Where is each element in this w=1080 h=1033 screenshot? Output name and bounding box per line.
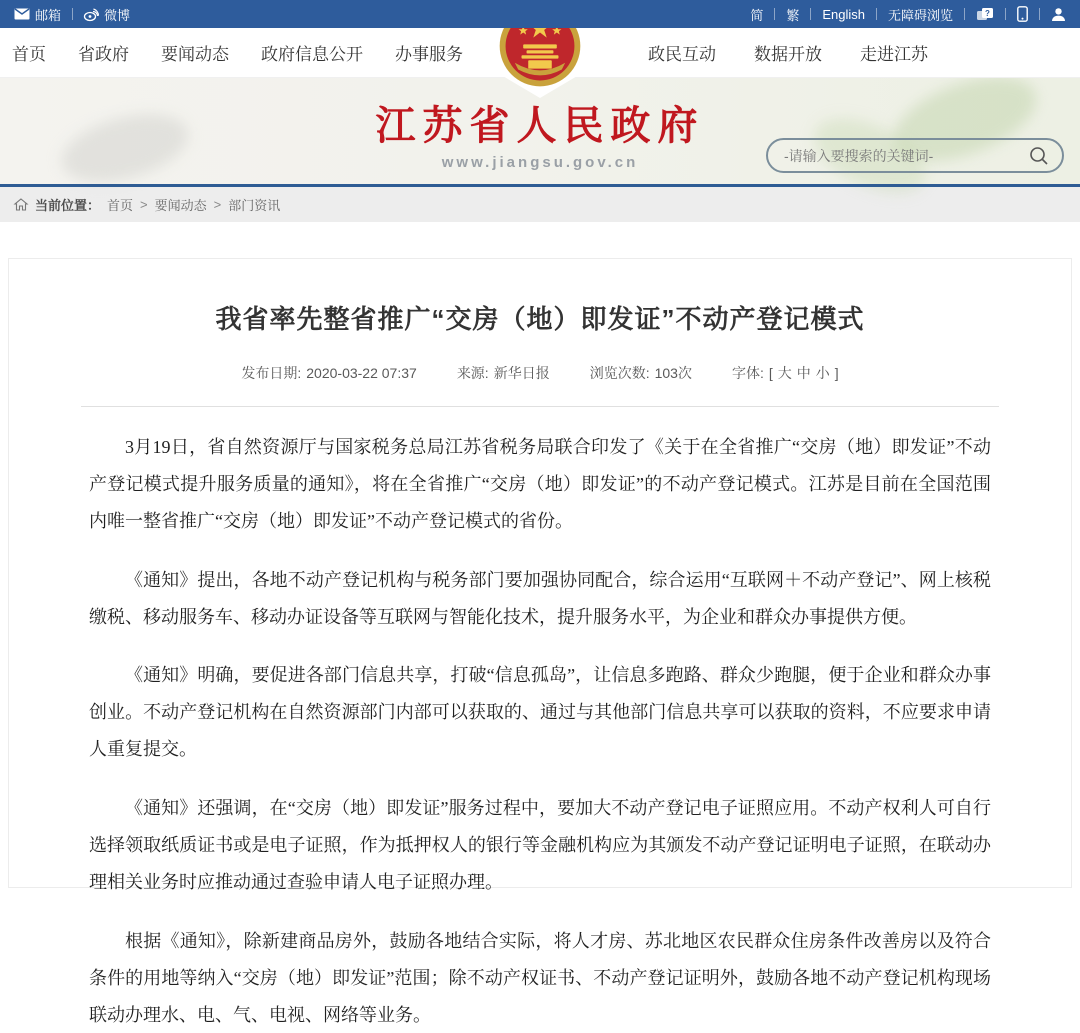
article-title: 我省率先整省推广“交房（地）即发证”不动产登记模式 bbox=[215, 304, 865, 334]
nav-item-about-jiangsu[interactable]: 走进江苏 bbox=[860, 45, 928, 64]
breadcrumb bbox=[0, 187, 1080, 222]
accessibility-link[interactable]: 无障碍浏览 bbox=[887, 7, 953, 23]
nav-left-group bbox=[12, 40, 463, 65]
font-size-bracket: [ bbox=[768, 365, 773, 381]
article-paragraph: 根据《通知》，除新建商品房外，鼓励各地结合实际，将人才房、苏北地区农民群众住房条件改善房以及符合条件的用地等纳入“交房（地）即发证”范围；除不动产权证书、不动产登记证明外，鼓励各地不动产登记机构现场联动办理水、电、气、电视、网络等业务。 bbox=[89, 930, 991, 1025]
article-paragraph: 3月19日，省自然资源厅与国家税务总局江苏省税务局联合印发了《关于在全省推广“交房（地）即发证”不动产登记模式提升服务质量的通知》，将在全省推广“交房（地）即发证”的不动产登记模式。江苏是目前在全国范围内唯一整省推广“交房（地）即发证”不动产登记模式的省份。 bbox=[89, 437, 991, 531]
nav-item-services[interactable]: 办事服务 bbox=[395, 45, 463, 64]
topbar bbox=[0, 0, 1080, 28]
topbar-divider bbox=[810, 8, 811, 20]
user-icon bbox=[1051, 7, 1066, 22]
weibo-label: 微博 bbox=[104, 7, 131, 23]
article-paragraph: 《通知》提出，各地不动产登记机构与税务部门要加强协同配合，综合运用“互联网＋不动产登记”、网上核税缴税、移动服务车、移动办证设备等互联网与智能化技术，提升服务水平，为企业和群众办事提供方便。 bbox=[89, 569, 991, 627]
lang-traditional-link[interactable]: 繁 bbox=[786, 7, 800, 23]
font-size-large-button[interactable]: 大 bbox=[777, 365, 792, 381]
article-source bbox=[457, 363, 550, 383]
breadcrumb-separator: > bbox=[213, 197, 222, 212]
font-size-label: 字体: bbox=[731, 365, 764, 381]
nav-item-home[interactable]: 首页 bbox=[12, 45, 46, 64]
nav-item-news[interactable]: 要闻动态 bbox=[161, 45, 229, 64]
article-body bbox=[89, 429, 991, 1033]
search-button[interactable] bbox=[1028, 145, 1050, 167]
help-cards-icon bbox=[976, 7, 994, 22]
font-size-control bbox=[732, 363, 839, 383]
publish-date-value: 2020-03-22 07:37 bbox=[306, 365, 417, 381]
publish-date-label: 发布日期: bbox=[241, 365, 302, 381]
nav-right-group bbox=[648, 40, 928, 65]
lang-simplified-link[interactable]: 简 bbox=[750, 7, 764, 23]
article-paragraph: 《通知》还强调，在“交房（地）即发证”服务过程中，要加大不动产登记电子证照应用。不动产权利人可自行选择领取纸质证书或是电子证照，作为抵押权人的银行等金融机构应为其颁发不动产登记证明电子证照，在联动办理相关业务时应推动通过查验申请人电子证照办理。 bbox=[89, 798, 991, 892]
search-icon bbox=[1028, 145, 1050, 167]
topbar-divider bbox=[1039, 8, 1040, 20]
svg-text:?: ? bbox=[985, 8, 990, 18]
font-size-bracket: ] bbox=[834, 365, 839, 381]
topbar-left bbox=[14, 5, 130, 24]
nav-item-information-disclosure[interactable]: 政府信息公开 bbox=[261, 45, 363, 64]
nav-item-interaction[interactable]: 政民互动 bbox=[648, 45, 716, 64]
breadcrumb-item-home[interactable]: 首页 bbox=[107, 198, 134, 213]
topbar-divider bbox=[1005, 8, 1006, 20]
publish-date bbox=[241, 363, 416, 383]
banner-flower-decoration bbox=[54, 102, 195, 194]
topbar-divider bbox=[774, 8, 775, 20]
mail-label: 邮箱 bbox=[35, 7, 62, 23]
font-size-medium-button[interactable]: 中 bbox=[796, 365, 811, 381]
article-container bbox=[8, 258, 1072, 1025]
mobile-phone-icon bbox=[1017, 6, 1028, 22]
view-count bbox=[590, 363, 692, 383]
source-label: 来源: bbox=[456, 365, 489, 381]
weibo-link[interactable] bbox=[84, 5, 130, 24]
mail-icon bbox=[14, 8, 30, 20]
site-url: www.jiangsu.gov.cn bbox=[441, 154, 639, 171]
article-paragraph: 《通知》明确，要促进各部门信息共享，打破“信息孤岛”，让信息多跑路、群众少跑腿，便于企业和群众办事创业。不动产登记机构在自然资源部门内部可以获取的、通过与其他部门信息共享可以获取的资料，不应要求申请人重复提交。 bbox=[89, 665, 991, 760]
breadcrumb-separator: > bbox=[140, 197, 148, 212]
search-box bbox=[766, 138, 1064, 173]
breadcrumb-item-news[interactable]: 要闻动态 bbox=[154, 198, 207, 213]
view-count-label: 浏览次数: bbox=[589, 365, 650, 381]
view-count-value: 103次 bbox=[654, 365, 692, 381]
title-divider bbox=[81, 406, 999, 407]
help-button[interactable] bbox=[976, 7, 994, 22]
topbar-divider bbox=[72, 8, 73, 20]
nav-item-open-data[interactable]: 数据开放 bbox=[754, 45, 822, 64]
nav-item-provincial-government[interactable]: 省政府 bbox=[78, 45, 129, 64]
mobile-button[interactable] bbox=[1017, 6, 1028, 22]
site-identity bbox=[376, 94, 705, 171]
breadcrumb-item-department-news[interactable]: 部门资讯 bbox=[228, 198, 281, 213]
font-size-small-button[interactable]: 小 bbox=[815, 365, 830, 381]
source-value: 新华日报 bbox=[493, 365, 550, 381]
lang-english-link[interactable]: English bbox=[822, 6, 865, 22]
article-meta bbox=[9, 363, 1071, 383]
search-input[interactable] bbox=[784, 148, 1028, 164]
site-title: 江苏省人民政府 bbox=[375, 103, 705, 148]
banner-accent-line bbox=[0, 184, 1080, 187]
breadcrumb-label: 当前位置： bbox=[35, 198, 101, 213]
weibo-icon bbox=[84, 8, 99, 21]
topbar-divider bbox=[964, 8, 965, 20]
topbar-right bbox=[750, 5, 1066, 24]
mail-link[interactable] bbox=[14, 5, 61, 24]
user-button[interactable] bbox=[1051, 7, 1066, 22]
topbar-divider bbox=[876, 8, 877, 20]
home-icon bbox=[14, 198, 28, 211]
